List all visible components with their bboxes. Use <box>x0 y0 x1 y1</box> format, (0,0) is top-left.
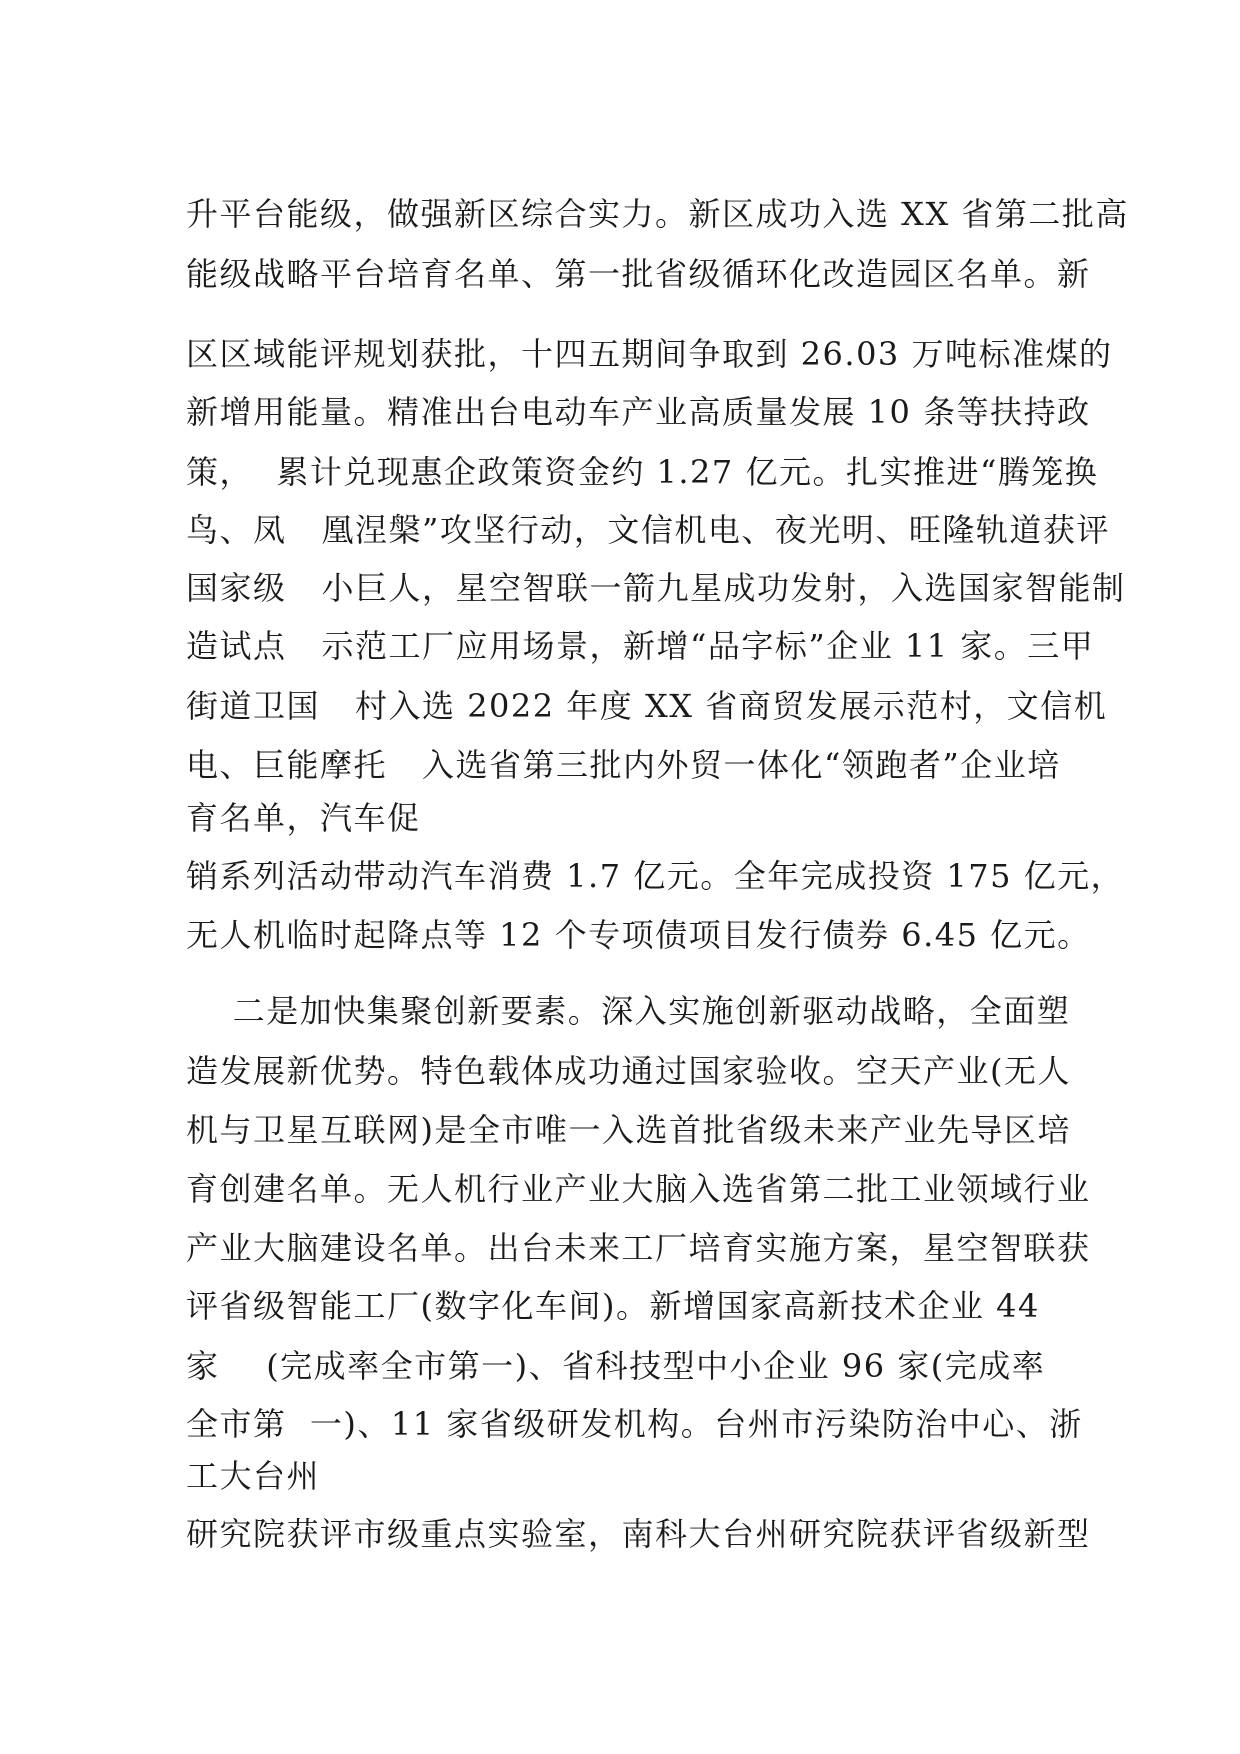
text-line: 研究院获评市级重点实验室，南科大台州研究院获评省级新型 <box>186 1515 1091 1553</box>
text-line: 育名单，汽车促 <box>186 799 421 837</box>
text-line: 育创建名单。无人机行业产业大脑入选省第二批工业领域行业 <box>186 1170 1091 1208</box>
text-line: 销系列活动带动汽车消费 1.7 亿元。全年完成投资 175 亿元， <box>186 857 1125 895</box>
text-line: 街道卫国 村入选 2022 年度 XX 省商贸发展示范村，文信机 <box>186 687 1108 725</box>
text-line: 能级战略平台培育名单、第一批省级循环化改造园区名单。新 <box>186 255 1091 293</box>
text-line: 造发展新优势。特色载体成功通过国家验收。空天产业(无人 <box>186 1052 1071 1090</box>
text-line: 产业大脑建设名单。出台未来工厂培育实施方案，星空智联获 <box>186 1229 1091 1267</box>
text-line: 鸟、凤 凰涅槃”攻坚行动，文信机电、夜光明、旺隆轨道获评 <box>186 511 1110 549</box>
text-line: 工大台州 <box>186 1457 321 1495</box>
text-line: 造试点 示范工厂应用场景，新增“品字标”企业 11 家。三甲 <box>186 627 1095 665</box>
text-line: 升平台能级，做强新区综合实力。新区成功入选 XX 省第二批高 <box>186 195 1129 233</box>
text-line: 电、巨能摩托 入选省第三批内外贸一体化“领跑者”企业培 <box>186 746 1061 784</box>
text-line: 国家级 小巨人，星空智联一箭九星成功发射，入选国家智能制 <box>186 569 1126 607</box>
text-line: 区区域能评规划获批，十四五期间争取到 26.03 万吨标准煤的 <box>186 335 1113 373</box>
text-line: 评省级智能工厂(数字化车间)。新增国家高新技术企业 44 <box>186 1287 1040 1325</box>
text-line: 无人机临时起降点等 12 个专项债项目发行债券 6.45 亿元。 <box>186 916 1091 954</box>
text-line: 全市第 一)、11 家省级研发机构。台州市污染防治中心、浙 <box>186 1405 1083 1443</box>
text-line: 新增用能量。精准出台电动车产业高质量发展 10 条等扶持政 <box>186 393 1091 431</box>
text-line: 策， 累计兑现惠企政策资金约 1.27 亿元。扎实推进“腾笼换 <box>186 453 1099 491</box>
paragraph-start-line: 二是加快集聚创新要素。深入实施创新驱动战略，全面塑 <box>186 992 1071 1030</box>
text-line: 家 (完成率全市第一)、省科技型中小企业 96 家(完成率 <box>186 1347 1046 1385</box>
text-line: 机与卫星互联网)是全市唯一入选首批省级未来产业先导区培 <box>186 1111 1071 1149</box>
